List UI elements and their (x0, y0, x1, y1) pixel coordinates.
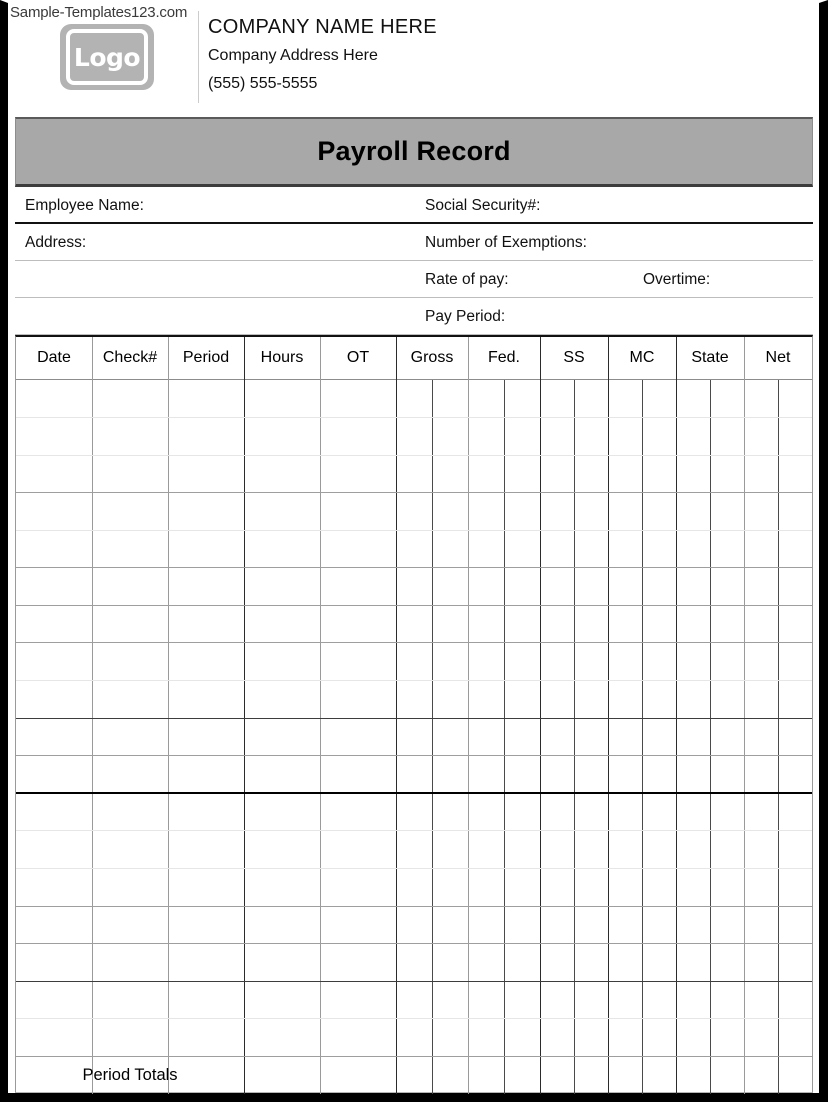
table-row[interactable] (16, 756, 812, 794)
company-address: Company Address Here (208, 47, 378, 64)
info-row (15, 298, 813, 335)
page-title: Payroll Record (317, 136, 511, 166)
table-header-row (16, 337, 812, 380)
table-row[interactable] (16, 718, 812, 756)
column-header-period: Period (182, 349, 230, 366)
column-header-hours: Hours (260, 349, 304, 366)
info-row (15, 187, 813, 224)
table-row[interactable] (16, 981, 812, 1019)
table-row[interactable] (16, 869, 812, 907)
logo-inner-frame (66, 29, 148, 85)
watermark-text: Sample-Templates123.com (10, 4, 188, 21)
info-label-pay-period: Pay Period: (425, 307, 506, 325)
table-row[interactable] (16, 455, 812, 493)
letterhead-divider (198, 11, 199, 103)
info-label-social-security: Social Security#: (425, 196, 541, 214)
payroll-table (15, 335, 813, 1093)
table-row[interactable] (16, 944, 812, 982)
info-label-overtime: Overtime: (643, 270, 711, 288)
column-header-state: State (691, 349, 729, 366)
table-row[interactable] (16, 1019, 812, 1057)
form-sheet (8, 3, 819, 1093)
table-row[interactable] (16, 643, 812, 681)
table-row[interactable] (16, 493, 812, 531)
form-title-band (15, 117, 813, 187)
table-row[interactable] (16, 681, 812, 719)
table-row[interactable] (16, 793, 812, 831)
period-totals-label: Period Totals (82, 1065, 178, 1084)
info-label-employee-name: Employee Name: (25, 196, 144, 214)
column-header-date: Date (37, 349, 71, 366)
info-label-number-of-exemptions: Number of Exemptions: (425, 233, 587, 251)
table-row[interactable] (16, 906, 812, 944)
column-header-ss: SS (563, 349, 585, 366)
totals-separator (16, 1056, 812, 1057)
table-row[interactable] (16, 530, 812, 568)
employee-info-block (15, 187, 813, 335)
column-header-gross: Gross (410, 349, 454, 366)
table-body (16, 380, 812, 1094)
table-row[interactable] (16, 418, 812, 456)
company-name: COMPANY NAME HERE (208, 16, 437, 38)
column-header-check: Check# (102, 349, 158, 366)
logo-label: Logo (73, 42, 141, 72)
column-header-mc: MC (629, 349, 655, 366)
company-info-block (208, 15, 768, 94)
table-row[interactable] (16, 605, 812, 643)
info-row (15, 261, 813, 298)
column-header-ot: OT (346, 349, 370, 366)
info-label-address: Address: (25, 233, 87, 251)
table-row[interactable] (16, 380, 812, 418)
column-header-net: Net (765, 349, 791, 366)
logo-placeholder-icon (60, 24, 154, 90)
column-header-fed: Fed. (487, 349, 520, 366)
company-phone: (555) 555-5555 (208, 75, 318, 92)
info-row (15, 224, 813, 261)
table-row[interactable] (16, 831, 812, 869)
table-row[interactable] (16, 568, 812, 606)
info-label-rate-of-pay: Rate of pay: (425, 270, 509, 288)
table-row-period-totals[interactable] (16, 1056, 812, 1094)
